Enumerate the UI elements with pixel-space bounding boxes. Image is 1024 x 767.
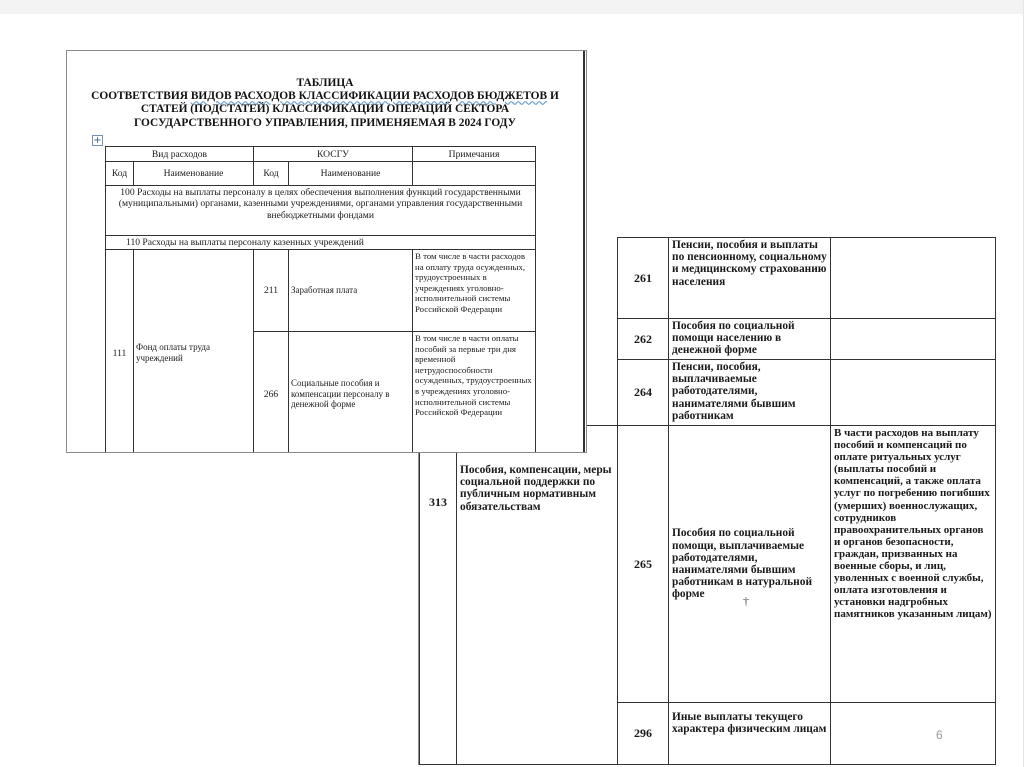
header-name: Наименование — [134, 162, 254, 186]
kosgu-note: В том числе в части оплаты пособий за первые три дня временной нетрудоспособности осужденных, трудоустроенных в учреждениях уголовно-исполнительной системы Российской Федерации — [413, 332, 536, 454]
header-kosgu: КОСГУ — [254, 147, 413, 162]
group-row-100: 100 Расходы на выплаты персоналу в целях обеспечения выполнения функций государственными (муниципальными) органами, казенными учреждениями, органами управления государственными внебюджетными фондами — [106, 186, 536, 236]
kosgu-code: 211 — [254, 250, 289, 332]
header-code: Код — [106, 162, 134, 186]
kosgu-code: 296 — [618, 703, 669, 765]
header-expense-type: Вид расходов — [106, 147, 254, 162]
document-title — [67, 77, 583, 130]
expense-type-code: 111 — [106, 250, 134, 454]
header-notes: Примечания — [413, 147, 536, 162]
title-line: СООТВЕТСТВИЯ ВИДОВ РАСХОДОВ КЛАССИФИКАЦИИ РАСХОДОВ БЮДЖЕТОВ И — [91, 90, 559, 103]
kosgu-name: Иные выплаты текущего характера физическим лицам — [669, 703, 831, 765]
kosgu-code: 264 — [618, 360, 669, 426]
kosgu-code: 265 — [618, 426, 669, 703]
kosgu-name: Пенсии, пособия, выплачиваемые работодателями, нанимателями бывшим работникам — [669, 360, 831, 426]
kosgu-table-top — [105, 146, 536, 453]
kosgu-name: Пенсии, пособия и выплаты по пенсионному, социальному и медицинскому страхованию населения — [669, 238, 831, 319]
kosgu-code: 262 — [618, 319, 669, 360]
title-line: ГОСУДАРСТВЕННОГО УПРАВЛЕНИЯ, ПРИМЕНЯЕМАЯ В 2024 ГОДУ — [134, 116, 516, 129]
kosgu-name: Социальные пособия и компенсации персоналу в денежной форме — [289, 332, 413, 454]
header-name: Наименование — [289, 162, 413, 186]
header-code: Код — [254, 162, 289, 186]
kosgu-note — [831, 319, 996, 360]
kosgu-code: 261 — [618, 238, 669, 319]
document-snippet-top — [66, 50, 587, 453]
title-line: СТАТЕЙ (ПОДСТАТЕЙ) КЛАССИФИКАЦИИ ОПЕРАЦИЙ СЕКТОРА — [140, 103, 510, 116]
kosgu-note — [831, 703, 996, 765]
kosgu-name: Пособия по социальной помощи населению в денежной форме — [669, 319, 831, 360]
kosgu-name: Пособия по социальной помощи, выплачиваемые работодателями, нанимателями бывшим работникам в натуральной форме — [669, 426, 831, 703]
text-cursor-icon: † — [743, 594, 749, 608]
kosgu-note: В том числе в части расходов на оплату труда осужденных, трудоустроенных в учреждениях уголовно-исполнительной системы Российской Федерации — [413, 250, 536, 332]
expense-type-name: Пособия, компенсации, меры социальной поддержки по публичным нормативным обязательствам — [457, 426, 618, 765]
expense-type-code: 313 — [420, 426, 457, 765]
group-row-110: 110 Расходы на выплаты персоналу казенных учреждений — [106, 236, 536, 250]
kosgu-note — [831, 360, 996, 426]
kosgu-code: 266 — [254, 332, 289, 454]
expense-type-name: Фонд оплаты труда учреждений — [134, 250, 254, 454]
title-line: ТАБЛИЦА — [296, 77, 354, 89]
move-handle-icon[interactable]: + — [93, 135, 102, 146]
header-empty — [413, 162, 536, 186]
kosgu-note: В части расходов на выплату пособий и компенсаций по оплате ритуальных услуг (выплаты пособий и компенсаций, а также оплата услуг по погребению погибших (умерших) военнослужащих, сотрудников правоохранительных органов и органов безопасности, граждан, призванных на военные сборы, и лиц, уволенных с военной службы, оплата изготовления и установки надгробных памятников указанным лицам) — [831, 426, 996, 703]
kosgu-note — [831, 238, 996, 319]
slide-number: 6 — [936, 728, 943, 742]
kosgu-name: Заработная плата — [289, 250, 413, 332]
slide-top-rule — [0, 0, 1024, 14]
